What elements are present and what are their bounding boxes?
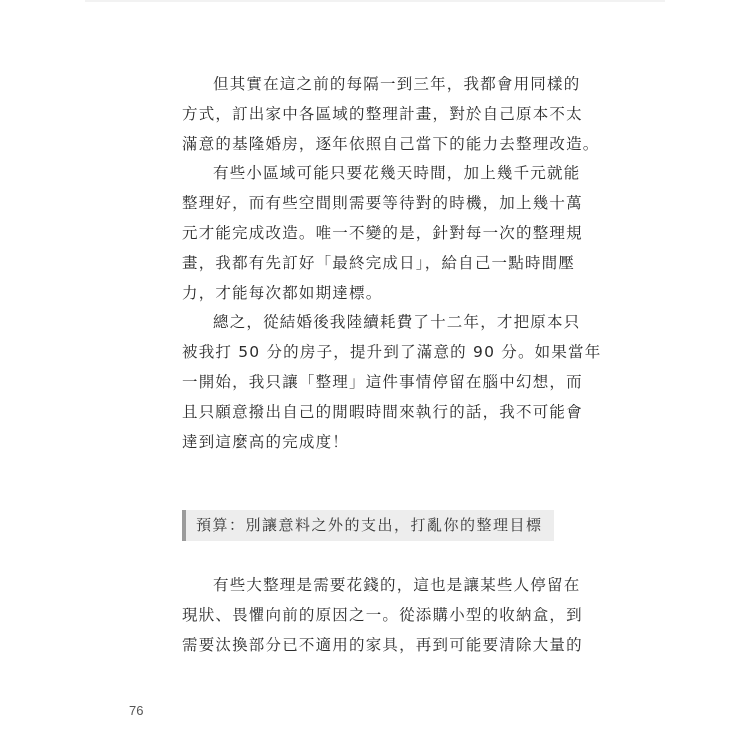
page-number: 76: [129, 703, 144, 718]
paragraph-1-line-2: 方式，訂出家中各區域的整理計畫，對於自己原本不太: [182, 105, 583, 123]
paragraph-2-line-4: 畫，我都有先訂好「最終完成日」，給自己一點時間壓: [182, 254, 576, 272]
paragraph-4-line-3: 需要汰換部分已不適用的家具，再到可能要清除大量的: [182, 636, 583, 654]
paragraph-3-line-4: 且只願意撥出自己的閒暇時間來執行的話，我不可能會: [182, 403, 583, 421]
paragraph-3-line-2: 被我打 50 分的房子，提升到了滿意的 90 分。如果當年: [182, 343, 602, 361]
paragraph-3-line-1: 總之，從結婚後我陸續耗費了十二年，才把原本只: [213, 313, 581, 331]
paragraph-4-line-1: 有些大整理是需要花錢的，這也是讓某些人停留在: [213, 576, 581, 594]
paragraph-4-line-2: 現狀、畏懼向前的原因之一。從添購小型的收納盒，到: [182, 606, 583, 624]
paragraph-1-line-3: 滿意的基隆婚房，逐年依照自己當下的能力去整理改造。: [182, 135, 600, 153]
paragraph-2-line-2: 整理好，而有些空間則需要等待對的時機，加上幾十萬: [182, 194, 583, 212]
section-heading: 預算：別讓意料之外的支出，打亂你的整理目標: [196, 516, 543, 534]
paragraph-2-line-5: 力，才能每次都如期達標。: [182, 284, 383, 302]
paragraph-1-line-1: 但其實在這之前的每隔一到三年，我都會用同樣的: [213, 75, 581, 93]
section-heading-box: [182, 510, 554, 541]
paragraph-3-line-5: 達到這麼高的完成度！: [182, 433, 350, 451]
paragraph-2-line-3: 元才能完成改造。唯一不變的是，針對每一次的整理規: [182, 224, 583, 242]
paragraph-2-line-1: 有些小區域可能只要花幾天時間，加上幾千元就能: [213, 164, 581, 182]
paragraph-3-line-3: 一開始，我只讓「整理」這件事情停留在腦中幻想，而: [182, 373, 583, 391]
